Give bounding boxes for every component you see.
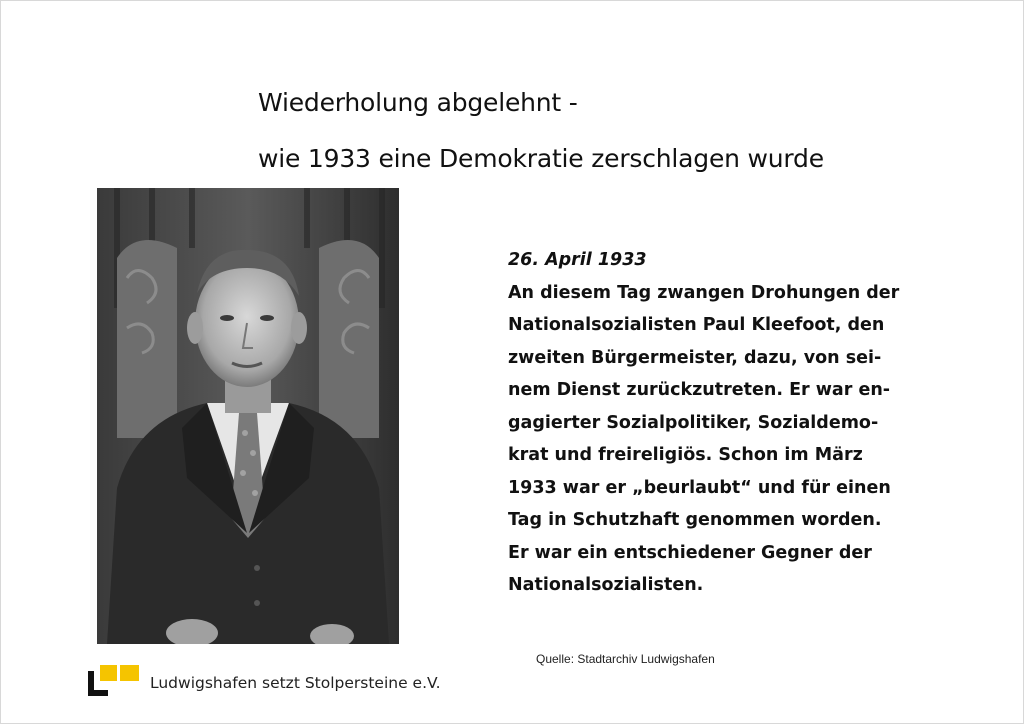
logo-square-right	[120, 665, 139, 681]
org-name: Ludwigshafen setzt Stolpersteine e.V.	[150, 674, 441, 692]
page-title	[258, 88, 958, 200]
article-text	[508, 244, 928, 602]
portrait-photo	[97, 188, 399, 644]
article-line: 1933 war er „beurlaubt“ und für einen	[508, 477, 891, 498]
article-line: krat und freireligiös. Schon im März	[508, 445, 863, 465]
article-line: zweiten Bürgermeister, dazu, von sei-	[508, 347, 882, 368]
article-line: gagierter Sozialpolitiker, Sozialdemo-	[508, 412, 879, 433]
article-line: Nationalsozialisten Paul Kleefoot, den	[508, 315, 885, 335]
logo-square-left	[100, 665, 117, 681]
article-line: An diesem Tag zwangen Drohungen der	[508, 282, 900, 303]
portrait-illustration	[97, 188, 399, 644]
article-line: nem Dienst zurückzutreten. Er war en-	[508, 380, 891, 400]
title-line-1: Wiederholung abgelehnt -	[258, 88, 578, 117]
article-line: Tag in Schutzhaft genommen worden.	[508, 510, 882, 530]
article-date: 26. April 1933	[508, 250, 647, 270]
title-line-2: wie 1933 eine Demokratie zerschlagen wurde	[258, 144, 824, 173]
source-credit: Quelle: Stadtarchiv Ludwigshafen	[536, 652, 715, 666]
article-line: Er war ein entschiedener Gegner der	[508, 542, 872, 563]
article-line: Nationalsozialisten.	[508, 575, 704, 595]
org-logo-icon	[86, 663, 146, 697]
